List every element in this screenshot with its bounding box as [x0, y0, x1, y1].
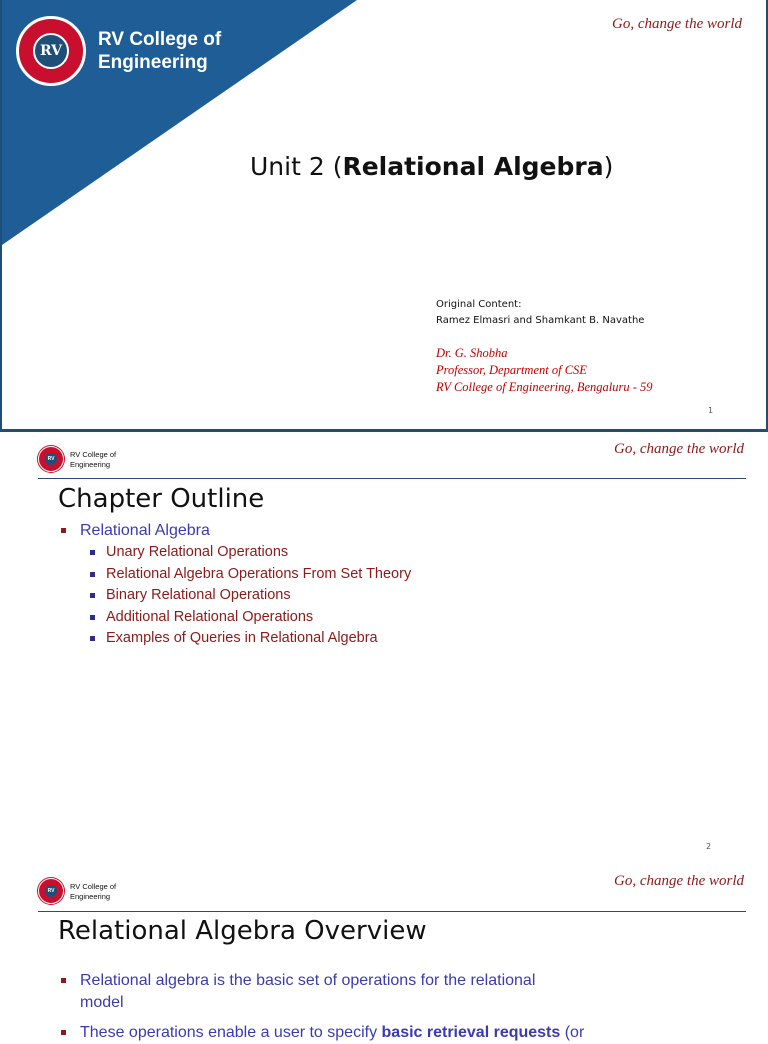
logo-monogram: RV — [45, 885, 57, 897]
list-item: Unary Relational Operations — [80, 542, 411, 564]
college-name-line2: Engineering — [98, 52, 208, 73]
author-affiliation: RV College of Engineering, Bengaluru - 59 — [436, 380, 653, 394]
list-item: Relational Algebra Operations From Set Theory — [80, 564, 411, 586]
list-item: Additional Relational Operations — [80, 607, 411, 629]
list-item: Binary Relational Operations — [80, 585, 411, 607]
bullet1-line2: model — [80, 994, 124, 1011]
author-block — [436, 345, 653, 396]
college-name-line1: RV College of — [98, 29, 222, 50]
overview-list — [58, 970, 698, 1044]
title-prefix: Unit 2 ( — [250, 152, 343, 181]
title-suffix: ) — [603, 152, 614, 181]
bullet1-line1: Relational algebra is the basic set of operations for the relational — [80, 972, 536, 989]
original-authors: Ramez Elmasri and Shamkant B. Navathe — [436, 315, 645, 326]
header-divider — [38, 478, 746, 479]
college-logo — [16, 16, 86, 86]
college-name-line2: Engineering — [70, 459, 111, 469]
author-role: Professor, Department of CSE — [436, 363, 587, 377]
college-name-small — [70, 882, 116, 901]
sub-list — [80, 542, 411, 650]
outline-list — [58, 520, 411, 650]
list-item: Examples of Queries in Relational Algebra — [80, 628, 411, 650]
slide-number: 1 — [708, 406, 714, 415]
college-name-line2: Engineering — [70, 891, 111, 901]
college-logo-small — [38, 446, 64, 472]
slide-number: 2 — [706, 842, 712, 851]
tagline: Go, change the world — [614, 873, 744, 889]
original-content — [436, 297, 644, 329]
college-name-line1: RV College of — [70, 882, 117, 891]
overview-slide — [0, 864, 768, 1041]
title-bold: Relational Algebra — [342, 152, 604, 181]
tagline: Go, change the world — [612, 16, 742, 32]
list-item — [58, 520, 411, 650]
bullet2-bold: basic retrieval requests — [381, 1024, 561, 1041]
header-divider — [38, 911, 746, 912]
outline-slide — [0, 432, 768, 864]
bullet2-end: (or — [560, 1024, 585, 1041]
list-item — [58, 970, 698, 1014]
college-name-small — [70, 450, 116, 469]
list-item — [58, 1022, 698, 1044]
slide-heading: Relational Algebra Overview — [58, 916, 427, 946]
main-item-label: Relational Algebra — [80, 522, 210, 539]
college-logo-small — [38, 878, 64, 904]
bullet2-start: These operations enable a user to specify — [80, 1024, 382, 1041]
slide-title — [250, 152, 613, 181]
college-name-line1: RV College of — [70, 450, 117, 459]
logo-monogram: RV — [33, 33, 69, 69]
original-label: Original Content: — [436, 299, 522, 310]
logo-monogram: RV — [45, 453, 57, 465]
college-name — [98, 28, 221, 74]
title-slide — [0, 0, 768, 432]
slide-heading: Chapter Outline — [58, 484, 265, 514]
author-name: Dr. G. Shobha — [436, 346, 508, 360]
tagline: Go, change the world — [614, 441, 744, 457]
